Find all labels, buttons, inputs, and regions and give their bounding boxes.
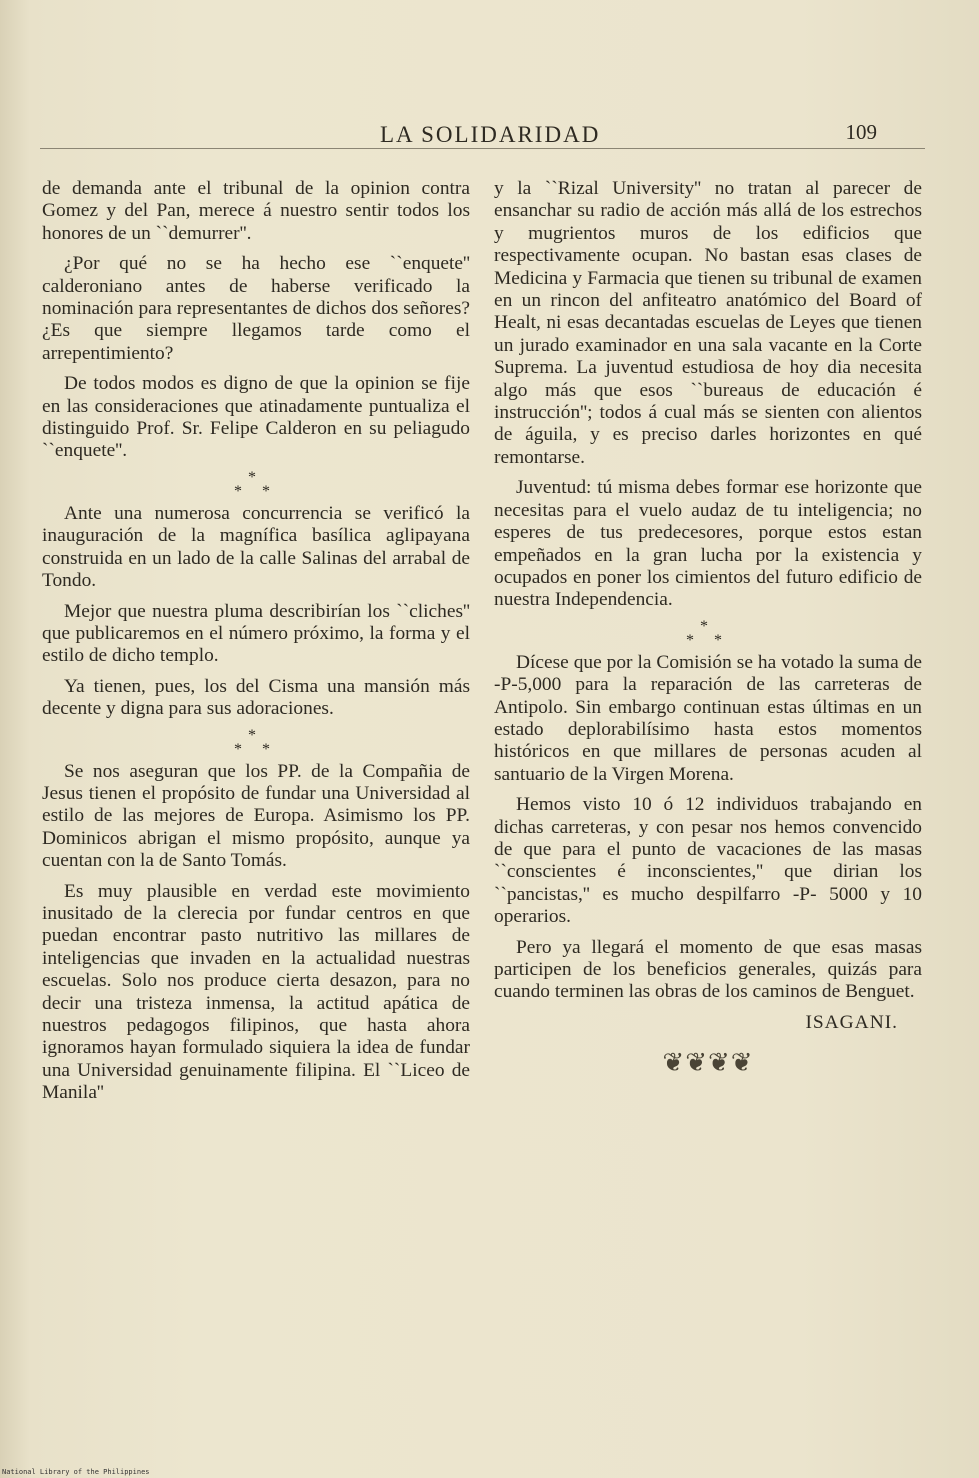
paragraph: Ante una numerosa concurrencia se verificó la inauguración de la magnífica basílica aglipayana construida en un lado de la calle Salinas del arrabal de Tondo. xyxy=(42,502,470,592)
paragraph: Hemos visto 10 ó 12 individuos trabajando en dichas carreteras, y con pesar nos hemos convencido de que para el punto de vacaciones de las masas ``conscientes é inconscientes,'' que dirian los ``pancistas,'' es mucho despilfarro -P- 5000 y 10 operarios. xyxy=(494,794,922,928)
paragraph: de demanda ante el tribunal de la opinion contra Gomez y del Pan, merece á nuestro sentir todos los honores de un ``demurrer''. xyxy=(42,178,470,244)
separator-top: * xyxy=(248,726,264,744)
header-rule xyxy=(40,148,925,149)
paragraph: Se nos aseguran que los PP. de la Compañia de Jesus tienen el propósito de fundar una Universidad al estilo de las mejores de Europa. Asimismo los PP. Dominicos abrigan el mismo propósito, aunque ya cuentan con la de Santo Tomás. xyxy=(42,760,470,872)
paragraph: ¿Por qué no se ha hecho ese ``enquete'' calderoniano antes de haberse verificado la nominación para representantes de dichos dos señores? ¿Es que siempre llegamos tarde como el arrepentimiento? xyxy=(42,253,470,364)
page-number: 109 xyxy=(845,120,877,144)
paragraph: Es muy plausible en verdad este movimiento inusitado de la clerecia por fundar centros en que puedan encontrar pasto nutritivo las millares de inteligencias que invaden en la actualidad nuestras escuelas. Solo nos produce cierta desazon, para no decir una tristeza inmensa, la actitud apática de nuestros pedagogos filipinos, que hasta ahora ignoramos hayan formulado siquiera la idea de fundar una Universidad genuinamente filipina. El ``Liceo de Manila'' xyxy=(42,880,470,1104)
paragraph: Ya tienen, pues, los del Cisma una mansión más decente y digna para sus adoraciones. xyxy=(42,675,470,720)
paragraph: Pero ya llegará el momento de que esas masas participen de los beneficios generales, quizás para cuando terminen las obras de los caminos de Benguet. xyxy=(494,936,922,1003)
ornament-icon: ❦❦❦❦ xyxy=(662,1048,754,1078)
section-separator xyxy=(494,617,922,649)
left-column xyxy=(42,178,470,1113)
section-separator xyxy=(42,726,470,758)
paragraph: De todos modos es digno de que la opinion se fije en las consideraciones que atinadamente puntualiza el distinguido Prof. Sr. Felipe Calderon en su peliagudo ``enquete''. xyxy=(42,373,470,462)
separator-bottom: * * xyxy=(234,740,278,758)
paragraph: Dícese que por la Comisión se ha votado la suma de -P-5,000 para la reparación de las carreteras de Antipolo. Sin embargo continuan estas últimas en un estado deplorabilísimo hasta estos momentos históricos en que millares de personas acuden al santuario de la Virgen Morena. xyxy=(494,651,922,785)
section-separator xyxy=(42,468,470,500)
paragraph: Juventud: tú misma debes formar ese horizonte que necesitas para el vuelo audaz de tu inteligencia; no esperes de tus predecesores, porque estos estan empeñados en la gran lucha por la existencia y ocupados en poner los cimientos del futuro edificio de nuestra Independencia. xyxy=(494,477,922,611)
right-column xyxy=(494,178,922,1078)
separator-bottom: * * xyxy=(686,631,730,649)
journal-title: LA SOLIDARIDAD xyxy=(380,122,601,147)
paragraph: y la ``Rizal University'' no tratan al parecer de ensanchar su radio de acción más allá de los estrechos y mugrientos muros de los edificios que respectivamente ocupan. No bastan esas clases de Medicina y Farmacia que tienen su tribunal de examen en un rincon del anfiteatro anatómico del Board of Healt, ni esas decantadas escuelas de Leyes que tienen un jurado examinador en una sala vacante en la Corte Suprema. La juventud estudiosa de hoy dia necesita algo más que esos ``bureaus de educación é instrucción''; todos á cual más se sienten con alientos de águila, y es preciso darles horizontes en qué remontarse. xyxy=(494,178,922,468)
separator-bottom: * * xyxy=(234,482,278,500)
paragraph: Mejor que nuestra pluma describirían los ``cliches'' que publicaremos en el número próximo, la forma y el estilo de dicho templo. xyxy=(42,600,470,667)
separator-top: * xyxy=(700,617,716,635)
page-header xyxy=(40,118,925,150)
library-credit: National Library of the Philippines xyxy=(2,1468,150,1476)
separator-top: * xyxy=(248,468,264,486)
author-signature: ISAGANI. xyxy=(805,1011,898,1033)
